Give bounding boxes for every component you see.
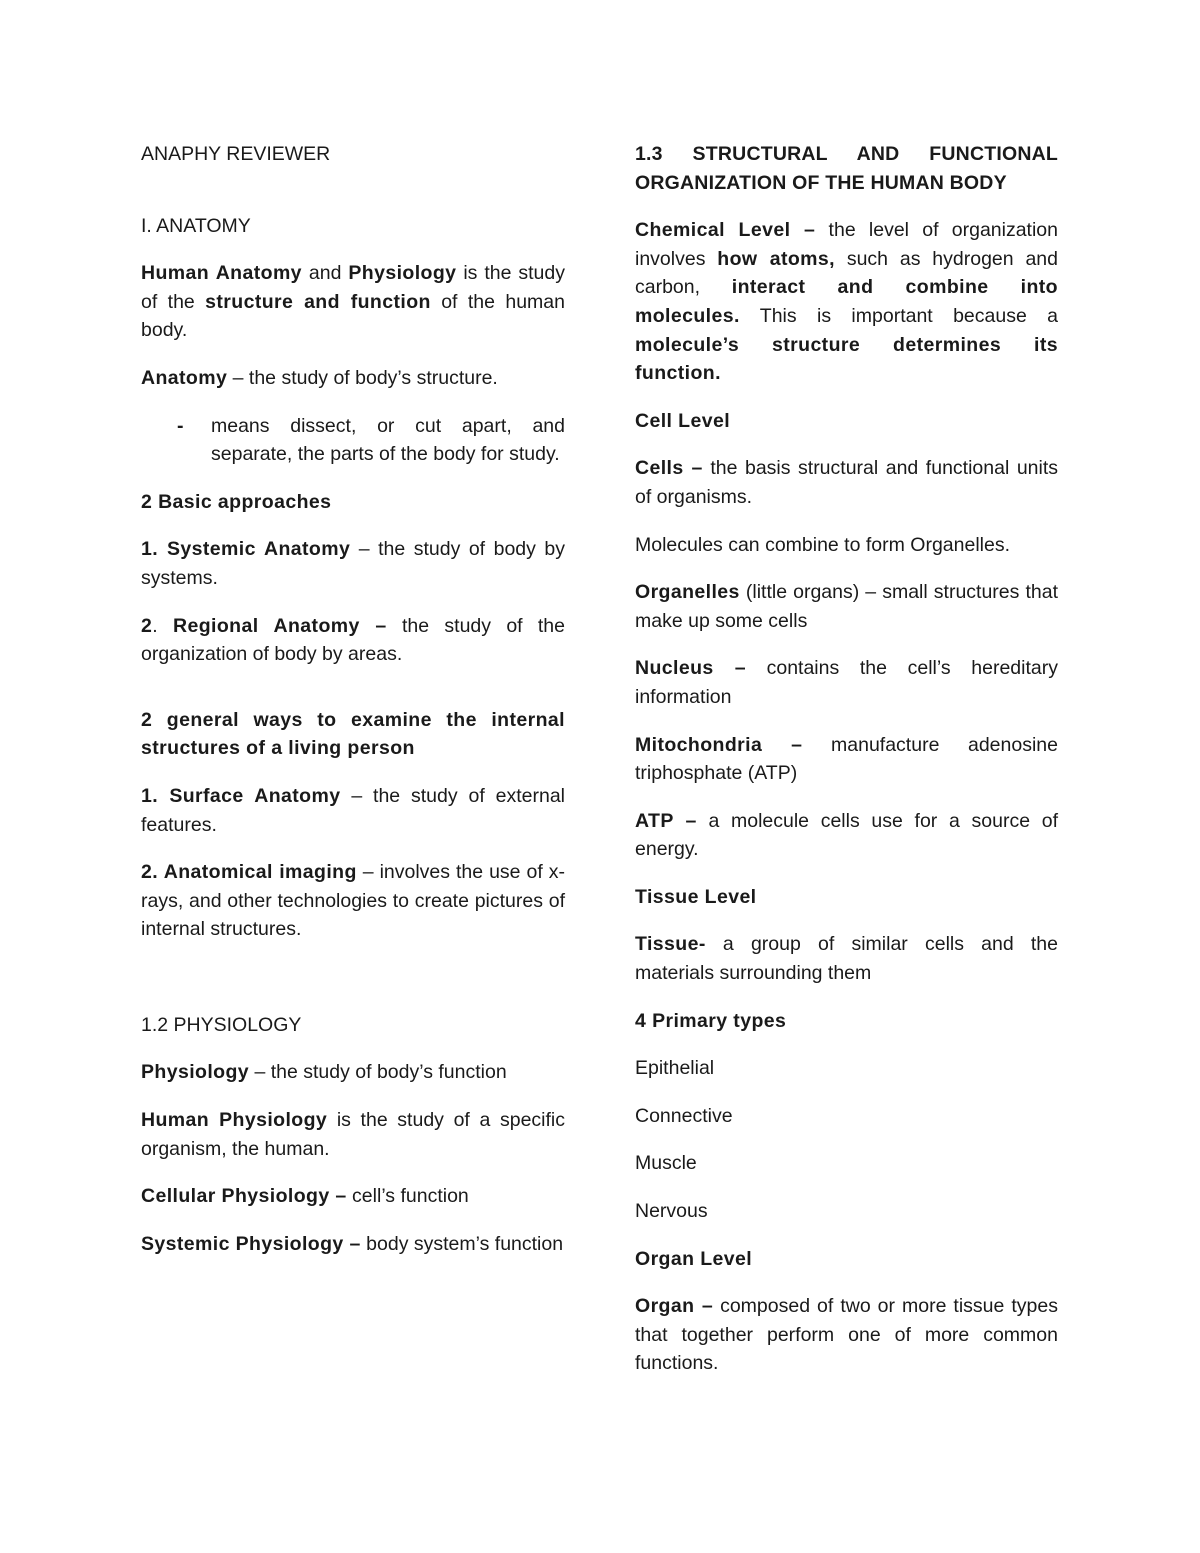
section-heading-physiology: 1.2 PHYSIOLOGY [141, 1013, 302, 1036]
right-column [635, 140, 1058, 1397]
term-molecule-structure: molecule’s structure determines its function. [635, 333, 1058, 385]
organ-definition [635, 1292, 1058, 1378]
term-human-physiology: Human Physiology [141, 1109, 328, 1132]
term-interact-combine: interact and combine into molecules. [635, 276, 1058, 327]
definition-text: This is important because a [739, 304, 1058, 327]
basic-approaches-heading: 2 Basic approaches [141, 490, 332, 513]
spacer [141, 188, 565, 212]
cells-definition [635, 454, 1058, 511]
atp-definition [635, 807, 1058, 864]
term-anatomical-imaging: 2. Anatomical imaging [141, 861, 357, 884]
term-chemical-level: Chemical Level – [635, 219, 816, 242]
term-systemic-physiology: Systemic Physiology – [141, 1232, 361, 1255]
tissue-type-item: Muscle [635, 1152, 697, 1175]
tissue-type-item: Epithelial [635, 1057, 715, 1080]
term-anatomy: Anatomy [141, 366, 228, 389]
definition-text: – the study of body’s function [249, 1061, 507, 1084]
bullet-dash: - [177, 414, 184, 437]
intro-text: and [301, 262, 349, 285]
term-physiology: Physiology [348, 262, 457, 285]
definition-text: – involves the use of x-rays, and other technologies to create pictures of internal structures. [141, 861, 565, 941]
item-number: 2 [141, 614, 153, 637]
molecules-combine-text: Molecules can combine to form Organelles. [635, 533, 1011, 556]
definition-text: body system’s function [360, 1232, 564, 1255]
section-heading-structural: 1.3 STRUCTURAL AND FUNCTIONAL ORGANIZATION OF THE HUMAN BODY [635, 143, 1058, 194]
definition-text: a group of similar cells and the materials surrounding them [635, 933, 1058, 985]
term-surface-anatomy: 1. Surface Anatomy [141, 784, 341, 807]
term-tissue: Tissue- [635, 933, 706, 956]
physiology-definition [141, 1058, 565, 1087]
definition-text: such as hydrogen and carbon, [635, 247, 1058, 299]
definition-text: manufacture adenosine triphosphate (ATP) [635, 733, 1058, 785]
definition-text: the level of organization involves [635, 219, 1059, 270]
intro-text: is the study of the [141, 262, 565, 313]
term-structure-function: structure and function [205, 290, 431, 313]
term-cellular-physiology: Cellular Physiology – [141, 1185, 347, 1208]
definition-text: cell’s function [346, 1185, 469, 1208]
surface-anatomy-item [141, 782, 565, 839]
organelles-definition [635, 578, 1058, 635]
definition-text: is the study of a specific organism, the human. [141, 1109, 565, 1160]
left-column [141, 140, 565, 1277]
systemic-physiology-item [141, 1230, 565, 1259]
term-systemic-anatomy: 1. Systemic Anatomy [141, 538, 351, 561]
tissue-level-heading: Tissue Level [635, 885, 757, 908]
term-nucleus: Nucleus – [635, 657, 746, 680]
tissue-type-item: Connective [635, 1104, 733, 1127]
tissue-definition [635, 930, 1058, 987]
anatomy-bullet [141, 412, 565, 469]
organ-level-heading: Organ Level [635, 1247, 753, 1270]
definition-text: (little organs) – small structures that make up some cells [635, 581, 1058, 632]
intro-text: of the human body. [141, 290, 565, 342]
term-atp: ATP – [635, 809, 697, 832]
primary-types-heading: 4 Primary types [635, 1009, 787, 1032]
item-dot: . [152, 614, 173, 637]
tissue-type-item: Nervous [635, 1200, 708, 1223]
term-human-anatomy: Human Anatomy [141, 262, 302, 285]
term-regional-anatomy: Regional Anatomy – [172, 614, 387, 637]
cellular-physiology-item [141, 1182, 565, 1211]
definition-text: – the study of body’s structure. [227, 366, 498, 389]
definition-text: a molecule cells use for a source of energy. [635, 809, 1058, 861]
regional-anatomy-item [141, 612, 565, 669]
mitochondria-definition [635, 731, 1058, 788]
definition-text: the study of the organization of body by areas. [141, 614, 565, 666]
anatomy-definition [141, 364, 565, 393]
bullet-text: means dissect, or cut apart, and separate, the parts of the body for study. [211, 414, 565, 466]
term-organelles: Organelles [635, 581, 740, 604]
nucleus-definition [635, 654, 1058, 711]
document-title: ANAPHY REVIEWER [141, 143, 331, 165]
intro-paragraph [141, 259, 565, 345]
term-mitochondria: Mitochondria – [635, 733, 803, 756]
definition-text: – the study of external features. [141, 784, 565, 836]
systemic-anatomy-item [141, 535, 565, 592]
human-physiology-item [141, 1106, 565, 1163]
definition-text: composed of two or more tissue types that together perform one of more common functions. [635, 1295, 1058, 1375]
general-ways-heading: 2 general ways to examine the internal structures of a living person [141, 708, 565, 760]
chemical-level-paragraph [635, 216, 1058, 388]
term-cells: Cells – [635, 457, 703, 480]
anatomical-imaging-item [141, 858, 565, 944]
spacer [141, 963, 565, 1011]
term-organ: Organ – [635, 1295, 714, 1318]
spacer [141, 688, 565, 706]
definition-text: contains the cell’s hereditary information [635, 657, 1058, 708]
term-how-atoms: how atoms, [717, 247, 835, 270]
section-heading-anatomy: I. ANATOMY [141, 214, 251, 237]
definition-text: – the study of body by systems. [141, 538, 565, 589]
cell-level-heading: Cell Level [635, 409, 731, 432]
term-physiology: Physiology [141, 1061, 250, 1084]
definition-text: the basis structural and functional units of organisms. [635, 457, 1059, 508]
